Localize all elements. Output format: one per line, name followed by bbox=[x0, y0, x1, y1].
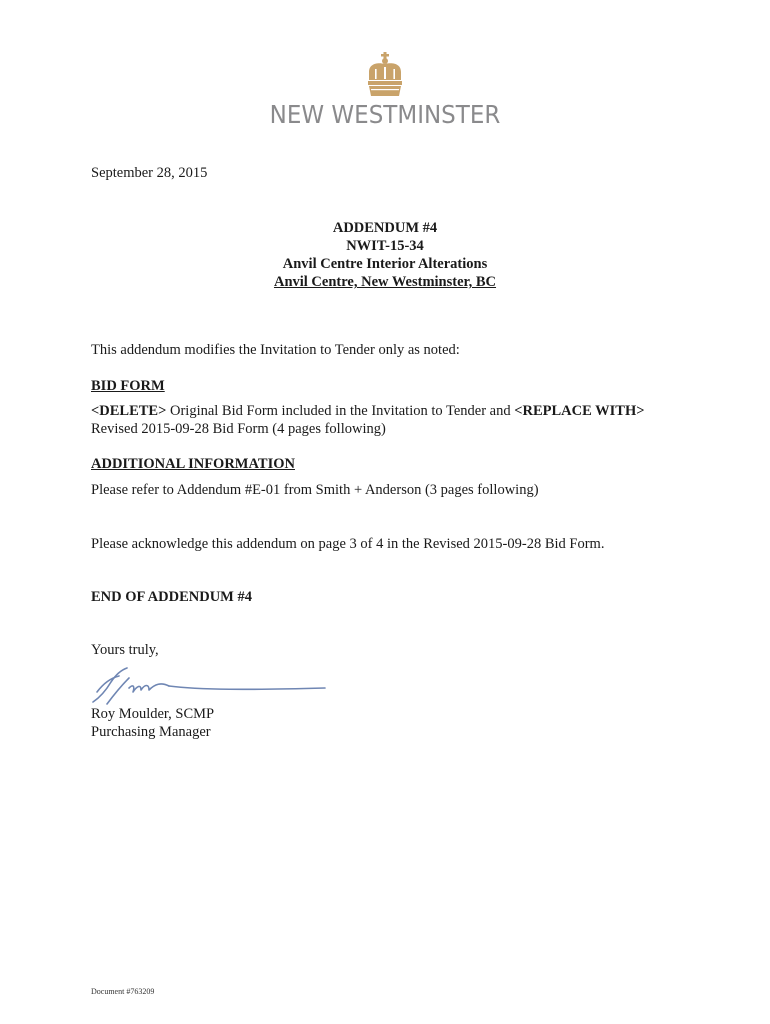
signer-title: Purchasing Manager bbox=[91, 724, 211, 740]
signer-name: Roy Moulder, SCMP bbox=[91, 706, 215, 722]
replace-tag: <REPLACE WITH> bbox=[514, 403, 645, 419]
signature-image bbox=[89, 662, 334, 710]
letterhead bbox=[0, 50, 770, 127]
bid-form-title: BID FORM bbox=[91, 378, 165, 394]
letter-date: September 28, 2015 bbox=[91, 165, 208, 181]
project-location: Anvil Centre, New Westminster, BC bbox=[273, 274, 497, 290]
additional-info-text: Please refer to Addendum #E-01 from Smith + Anderson (3 pages following) bbox=[91, 482, 539, 498]
addendum-number: ADDENDUM #4 bbox=[332, 220, 438, 236]
delete-tag: <DELETE> bbox=[91, 403, 167, 419]
additional-info-title: ADDITIONAL INFORMATION bbox=[91, 456, 295, 472]
organization-name: NEW WESTMINSTER bbox=[269, 100, 501, 129]
document-number: Document #763209 bbox=[91, 987, 155, 996]
intro-text: This addendum modifies the Invitation to Tender only as noted: bbox=[91, 342, 460, 358]
bid-form-middle-text: Original Bid Form included in the Invitation to Tender and bbox=[166, 403, 515, 419]
end-of-addendum: END OF ADDENDUM #4 bbox=[91, 589, 252, 605]
acknowledge-text: Please acknowledge this addendum on page 3 of 4 in the Revised 2015-09-28 Bid Form. bbox=[91, 536, 605, 552]
crown-icon bbox=[365, 50, 405, 100]
bid-form-text bbox=[91, 402, 691, 438]
project-name: Anvil Centre Interior Alterations bbox=[282, 256, 488, 272]
addendum-heading bbox=[91, 219, 679, 291]
bid-form-end-text: Revised 2015-09-28 Bid Form (4 pages following) bbox=[91, 421, 386, 437]
closing-salutation: Yours truly, bbox=[91, 642, 159, 658]
tender-number: NWIT-15-34 bbox=[346, 238, 424, 254]
